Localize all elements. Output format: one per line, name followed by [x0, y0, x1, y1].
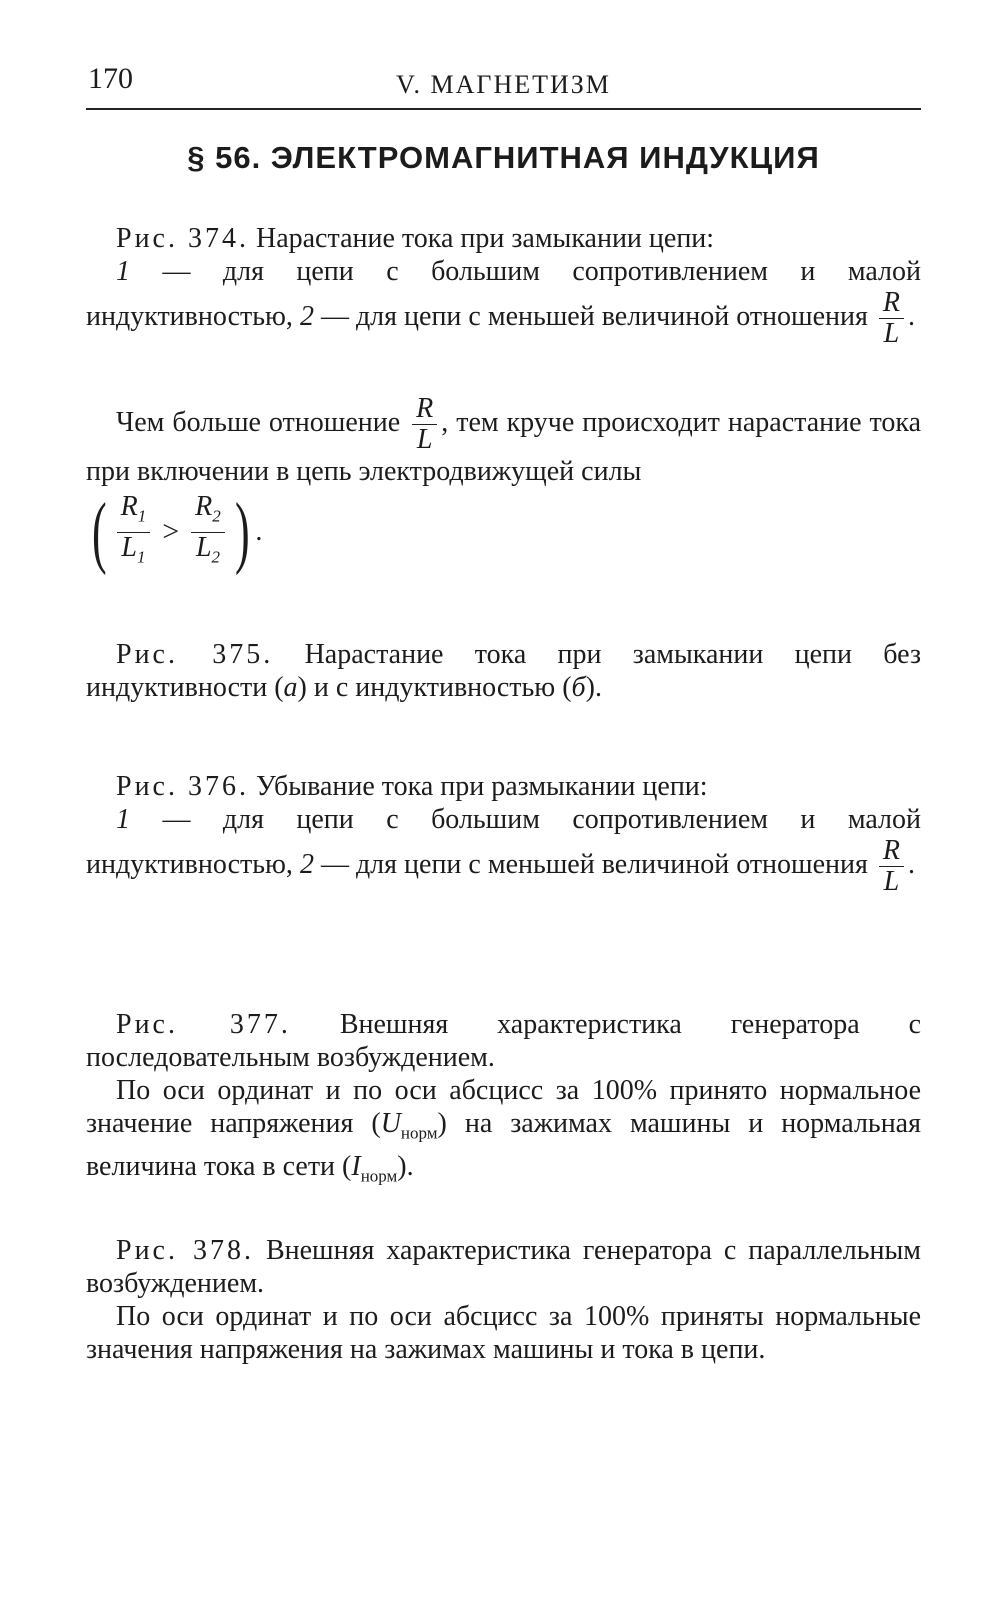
note-text: По оси ординат и по оси абсцисс за 100% принято нормальное значение напряжения ( — [86, 1075, 921, 1139]
figure-375-caption: Рис. 375. Нарастание тока при замыкании цепи без индуктивности (а) и с индуктивностью (б). — [86, 639, 922, 703]
fraction: $\frac{R}{L}$ — [879, 288, 904, 349]
item-text: — для цепи с меньшей величиной отношения — [320, 300, 868, 332]
greater-than-sign: > — [162, 515, 180, 549]
paragraph-text: , тем круче происходит нарастание тока при включении в цепь электродвижущей силы — [86, 406, 921, 487]
figure-378-caption — [86, 1234, 921, 1366]
right-paren: ) — [234, 488, 250, 577]
fraction: $\frac{R}{L}$ — [879, 836, 904, 897]
figure-377-caption: Рис. 377. Внешняя характеристика генератора с последовательным возбуждением. По оси ординат и по оси абсцисс за 100% принято нормальное значение напряжения $(U_{норм})$ на зажимах машины и нормальная величина тока в сети $(I_{норм})$. — [86, 1009, 921, 1186]
page-header — [86, 62, 921, 110]
page-number: 170 — [88, 62, 133, 95]
figure-374-caption: Рис. 374. Нарастание тока при замыкании цепи: 1 — для цепи с большим сопротивлением и малой индуктивностью, 2 — для цепи с меньшей величиной отношения $\frac{R}{L}$ . — [86, 223, 922, 349]
item-text: — для цепи с большим сопротивлением и малой индуктивностью, — [86, 804, 922, 880]
ratio-paragraph — [86, 394, 921, 488]
item-text: — для цепи с большим сопротивлением и малой индуктивностью, — [86, 256, 922, 332]
caption-text: Нарастание тока при замыкании цепи без индуктивности ( — [86, 639, 922, 703]
left-paren: ( — [91, 488, 107, 577]
item-number: 1 — [116, 804, 130, 835]
caption-text: Нарастание тока при замыкании цепи: — [255, 223, 715, 254]
section-title: § 56. ЭЛЕКТРОМАГНИТНАЯ ИНДУКЦИЯ — [187, 140, 820, 175]
item-number: 2 — [299, 848, 314, 880]
running-title: V. МАГНЕТИЗМ — [396, 70, 611, 99]
fraction-r2-l2: $\frac{R_2}{L_2}$ — [191, 492, 225, 572]
fraction-r1-l1: $\frac{R_1}{L_1}$ — [117, 492, 151, 572]
fraction: $\frac{R}{L}$ — [412, 394, 437, 455]
item-number: 2 — [299, 300, 314, 332]
figure-label: Рис. 377. — [116, 1009, 291, 1040]
caption-text: Убывание тока при размыкании цепи: — [255, 771, 708, 802]
figure-label: Рис. 378. — [116, 1235, 254, 1266]
caption-text: Внешняя характеристика генератора с параллельным возбуждением. — [86, 1235, 921, 1299]
paragraph-text: Чем больше отношение — [116, 406, 401, 438]
figure-label: Рис. 376. — [116, 771, 249, 802]
item-text: — для цепи с меньшей величиной отношения — [320, 848, 868, 880]
ratio-formula: ( $\frac{R_1}{L_1}$ > $\frac{R_2}{L_2}$ ) . — [91, 488, 263, 577]
caption-text: Внешняя характеристика генератора с последовательным возбуждением. — [86, 1009, 921, 1073]
figure-label: Рис. 375. — [116, 639, 274, 670]
note-text: По оси ординат и по оси абсцисс за 100% приняты нормальные значения напряжения на зажимах машины и тока в цепи. — [86, 1301, 921, 1365]
figure-label: Рис. 374. — [116, 223, 249, 254]
item-number: 1 — [116, 256, 130, 287]
figure-376-caption: Рис. 376. Убывание тока при размыкании цепи: 1 — для цепи с большим сопротивлением и малой индуктивностью, 2 — для цепи с меньшей величиной отношения $\frac{R}{L}$ . — [86, 771, 922, 897]
